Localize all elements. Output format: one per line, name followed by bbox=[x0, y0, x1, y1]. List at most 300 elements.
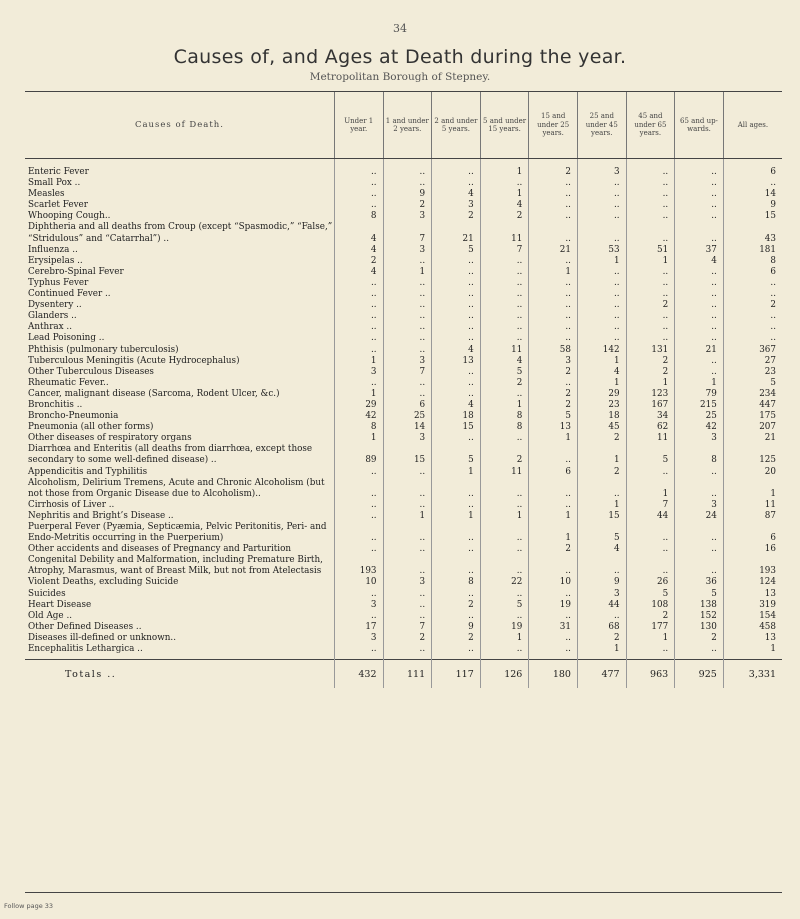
value-cell: 15 bbox=[383, 444, 432, 466]
value-cell: .. bbox=[577, 289, 626, 300]
value-cell: 44 bbox=[626, 511, 675, 522]
table-row bbox=[25, 189, 782, 200]
table-row bbox=[25, 245, 782, 256]
value-cell: .. bbox=[383, 644, 432, 655]
value-cell: .. bbox=[626, 322, 675, 333]
value-cell: 3 bbox=[334, 367, 383, 378]
cause-cell: Alcoholism, Delirium Tremens, Acute and Chronic Alcoholism (but not those from Organic Disease due to Alcoholism).. bbox=[28, 477, 325, 499]
value-cell: 1 bbox=[383, 267, 432, 278]
value-cell: .. bbox=[675, 289, 724, 300]
value-cell: 34 bbox=[626, 411, 675, 422]
value-cell: 5 bbox=[723, 378, 782, 389]
totals-value-cell: 126 bbox=[480, 660, 529, 689]
table-row bbox=[25, 622, 782, 633]
value-cell: 1 bbox=[675, 378, 724, 389]
value-cell: 21 bbox=[675, 345, 724, 356]
value-cell: 5 bbox=[626, 444, 675, 466]
column-header: 1 and under 2 years. bbox=[383, 92, 432, 159]
value-cell: 1 bbox=[723, 644, 782, 655]
value-cell: .. bbox=[334, 278, 383, 289]
value-cell: 3 bbox=[334, 633, 383, 644]
value-cell: 2 bbox=[383, 633, 432, 644]
value-cell: 1 bbox=[577, 256, 626, 267]
value-cell: .. bbox=[577, 478, 626, 500]
table-row bbox=[25, 444, 782, 466]
value-cell: 5 bbox=[480, 367, 529, 378]
value-cell: 42 bbox=[334, 411, 383, 422]
value-cell: .. bbox=[626, 555, 675, 577]
value-cell: .. bbox=[577, 611, 626, 622]
table-row bbox=[25, 322, 782, 333]
value-cell: 2 bbox=[577, 467, 626, 478]
value-cell: .. bbox=[529, 278, 578, 289]
value-cell: .. bbox=[480, 433, 529, 444]
value-cell: 6 bbox=[723, 159, 782, 179]
value-cell: .. bbox=[432, 256, 481, 267]
value-cell: 2 bbox=[529, 159, 578, 179]
value-cell: 4 bbox=[480, 200, 529, 211]
value-cell: 142 bbox=[577, 345, 626, 356]
value-cell: .. bbox=[383, 389, 432, 400]
cause-cell: Broncho-Pneumonia bbox=[28, 411, 119, 422]
cause-cell: Whooping Cough.. bbox=[28, 211, 111, 222]
value-cell: 11 bbox=[723, 500, 782, 511]
value-cell: .. bbox=[626, 222, 675, 244]
value-cell: .. bbox=[675, 159, 724, 179]
value-cell: .. bbox=[334, 511, 383, 522]
table-row bbox=[25, 159, 782, 179]
value-cell: 8 bbox=[723, 256, 782, 267]
value-cell: .. bbox=[383, 600, 432, 611]
table-row bbox=[25, 544, 782, 555]
totals-value-cell: 432 bbox=[334, 660, 383, 689]
value-cell: .. bbox=[383, 333, 432, 344]
value-cell: 4 bbox=[432, 345, 481, 356]
value-cell: .. bbox=[675, 311, 724, 322]
value-cell: .. bbox=[626, 644, 675, 655]
table-row bbox=[25, 600, 782, 611]
value-cell: 9 bbox=[577, 577, 626, 588]
value-cell: 6 bbox=[723, 267, 782, 278]
table-body bbox=[25, 159, 782, 689]
value-cell: 2 bbox=[577, 633, 626, 644]
value-cell: .. bbox=[723, 289, 782, 300]
cause-cell: Anthrax .. bbox=[28, 322, 73, 333]
value-cell: 2 bbox=[626, 611, 675, 622]
value-cell: .. bbox=[334, 311, 383, 322]
value-cell: .. bbox=[383, 611, 432, 622]
cause-cell: Typhus Fever bbox=[28, 277, 89, 288]
value-cell: 2 bbox=[432, 633, 481, 644]
value-cell: 152 bbox=[675, 611, 724, 622]
value-cell: 1 bbox=[432, 511, 481, 522]
cause-cell: Cancer, malignant disease (Sarcoma, Rodent Ulcer, &c.) bbox=[28, 388, 280, 399]
value-cell: 15 bbox=[723, 211, 782, 222]
value-cell: .. bbox=[334, 333, 383, 344]
value-cell: 124 bbox=[723, 577, 782, 588]
value-cell: 8 bbox=[480, 411, 529, 422]
cause-cell: Glanders .. bbox=[28, 311, 77, 322]
value-cell: .. bbox=[480, 611, 529, 622]
value-cell: 3 bbox=[383, 433, 432, 444]
footer-note: Follow page 33 bbox=[4, 902, 54, 910]
value-cell: .. bbox=[675, 178, 724, 189]
cause-cell: Influenza .. bbox=[28, 244, 78, 255]
cause-cell: Cerebro-Spinal Fever bbox=[28, 266, 124, 277]
value-cell: .. bbox=[675, 189, 724, 200]
totals-label: Totals .. bbox=[25, 660, 334, 689]
value-cell: 1 bbox=[626, 478, 675, 500]
value-cell: .. bbox=[529, 289, 578, 300]
value-cell: .. bbox=[529, 555, 578, 577]
value-cell: 9 bbox=[383, 189, 432, 200]
value-cell: 123 bbox=[626, 389, 675, 400]
value-cell: .. bbox=[334, 345, 383, 356]
value-cell: 2 bbox=[383, 200, 432, 211]
value-cell: 5 bbox=[577, 522, 626, 544]
value-cell: .. bbox=[626, 267, 675, 278]
value-cell: .. bbox=[432, 433, 481, 444]
mortality-table bbox=[25, 92, 782, 688]
value-cell: .. bbox=[626, 544, 675, 555]
value-cell: 138 bbox=[675, 600, 724, 611]
cause-cell: Suicides bbox=[28, 588, 66, 599]
value-cell: 11 bbox=[626, 433, 675, 444]
value-cell: .. bbox=[383, 500, 432, 511]
value-cell: .. bbox=[383, 378, 432, 389]
value-cell: .. bbox=[383, 311, 432, 322]
value-cell: 2 bbox=[432, 600, 481, 611]
value-cell: 2 bbox=[723, 300, 782, 311]
value-cell: .. bbox=[577, 278, 626, 289]
value-cell: .. bbox=[529, 444, 578, 466]
value-cell: .. bbox=[577, 300, 626, 311]
value-cell: 1 bbox=[529, 522, 578, 544]
value-cell: .. bbox=[432, 311, 481, 322]
table-row bbox=[25, 356, 782, 367]
value-cell: .. bbox=[334, 467, 383, 478]
value-cell: .. bbox=[334, 200, 383, 211]
value-cell: .. bbox=[723, 278, 782, 289]
cause-cell: Bronchitis .. bbox=[28, 399, 83, 410]
value-cell: 42 bbox=[675, 422, 724, 433]
value-cell: .. bbox=[577, 189, 626, 200]
value-cell: 131 bbox=[626, 345, 675, 356]
value-cell: .. bbox=[432, 367, 481, 378]
value-cell: 319 bbox=[723, 600, 782, 611]
value-cell: 14 bbox=[383, 422, 432, 433]
value-cell: .. bbox=[675, 222, 724, 244]
value-cell: 8 bbox=[432, 577, 481, 588]
value-cell: .. bbox=[529, 478, 578, 500]
value-cell: 16 bbox=[723, 544, 782, 555]
value-cell: 6 bbox=[723, 522, 782, 544]
column-header: 15 and under 25 years. bbox=[529, 92, 578, 159]
value-cell: .. bbox=[432, 178, 481, 189]
value-cell: .. bbox=[334, 644, 383, 655]
table-row bbox=[25, 389, 782, 400]
value-cell: 3 bbox=[529, 356, 578, 367]
value-cell: .. bbox=[383, 178, 432, 189]
value-cell: 125 bbox=[723, 444, 782, 466]
value-cell: 18 bbox=[577, 411, 626, 422]
value-cell: .. bbox=[383, 345, 432, 356]
value-cell: .. bbox=[529, 300, 578, 311]
table-row bbox=[25, 400, 782, 411]
value-cell: .. bbox=[675, 333, 724, 344]
table-row bbox=[25, 511, 782, 522]
table-row bbox=[25, 367, 782, 378]
value-cell: .. bbox=[529, 200, 578, 211]
table-row bbox=[25, 345, 782, 356]
column-header: 45 and under 65 years. bbox=[626, 92, 675, 159]
value-cell: .. bbox=[529, 633, 578, 644]
value-cell: 7 bbox=[383, 622, 432, 633]
value-cell: 5 bbox=[432, 245, 481, 256]
value-cell: .. bbox=[432, 589, 481, 600]
value-cell: 1 bbox=[529, 511, 578, 522]
value-cell: .. bbox=[432, 267, 481, 278]
value-cell: 17 bbox=[334, 622, 383, 633]
value-cell: 3 bbox=[383, 211, 432, 222]
value-cell: .. bbox=[480, 544, 529, 555]
table-row bbox=[25, 178, 782, 189]
cause-cell: Cirrhosis of Liver .. bbox=[28, 499, 115, 510]
value-cell: .. bbox=[383, 555, 432, 577]
value-cell: .. bbox=[626, 467, 675, 478]
value-cell: 4 bbox=[577, 367, 626, 378]
value-cell: .. bbox=[334, 478, 383, 500]
value-cell: 193 bbox=[334, 555, 383, 577]
table-row bbox=[25, 278, 782, 289]
table-row bbox=[25, 522, 782, 544]
cause-cell: Other accidents and diseases of Pregnancy and Parturition bbox=[28, 544, 292, 555]
value-cell: 15 bbox=[577, 511, 626, 522]
value-cell: 9 bbox=[432, 622, 481, 633]
cause-cell: Encephalitis Lethargica .. bbox=[28, 644, 143, 655]
value-cell: 15 bbox=[432, 422, 481, 433]
value-cell: .. bbox=[334, 522, 383, 544]
cause-cell: Other diseases of respiratory organs bbox=[28, 433, 192, 444]
value-cell: .. bbox=[675, 467, 724, 478]
value-cell: 6 bbox=[529, 467, 578, 478]
value-cell: 3 bbox=[577, 589, 626, 600]
column-header: 5 and under 15 years. bbox=[480, 92, 529, 159]
value-cell: .. bbox=[383, 589, 432, 600]
value-cell: 5 bbox=[480, 600, 529, 611]
value-cell: .. bbox=[383, 522, 432, 544]
cause-cell: Diseases ill-defined or unknown.. bbox=[28, 632, 176, 643]
value-cell: 5 bbox=[529, 411, 578, 422]
value-cell: 2 bbox=[626, 356, 675, 367]
value-cell: .. bbox=[675, 367, 724, 378]
value-cell: .. bbox=[334, 544, 383, 555]
value-cell: 13 bbox=[723, 633, 782, 644]
value-cell: .. bbox=[383, 159, 432, 179]
value-cell: .. bbox=[723, 311, 782, 322]
value-cell: 2 bbox=[334, 256, 383, 267]
value-cell: .. bbox=[432, 159, 481, 179]
value-cell: 29 bbox=[334, 400, 383, 411]
totals-value-cell: 111 bbox=[383, 660, 432, 689]
value-cell: .. bbox=[626, 211, 675, 222]
table-row bbox=[25, 633, 782, 644]
value-cell: .. bbox=[383, 256, 432, 267]
value-cell: 3 bbox=[383, 356, 432, 367]
value-cell: .. bbox=[383, 289, 432, 300]
value-cell: 44 bbox=[577, 600, 626, 611]
table-row bbox=[25, 589, 782, 600]
value-cell: .. bbox=[432, 500, 481, 511]
value-cell: .. bbox=[334, 159, 383, 179]
value-cell: 14 bbox=[723, 189, 782, 200]
value-cell: .. bbox=[529, 644, 578, 655]
value-cell: 3 bbox=[675, 433, 724, 444]
value-cell: .. bbox=[675, 522, 724, 544]
page-subtitle: Metropolitan Borough of Stepney. bbox=[309, 71, 491, 83]
value-cell: 1 bbox=[577, 378, 626, 389]
cause-cell: Other Defined Diseases .. bbox=[28, 621, 142, 632]
value-cell: 45 bbox=[577, 422, 626, 433]
column-header: 25 and under 45 years. bbox=[577, 92, 626, 159]
cause-cell: Small Pox .. bbox=[28, 178, 81, 189]
value-cell: .. bbox=[480, 500, 529, 511]
cause-cell: Violent Deaths, excluding Suicide bbox=[28, 577, 179, 588]
value-cell: 2 bbox=[432, 211, 481, 222]
value-cell: 7 bbox=[626, 500, 675, 511]
value-cell: .. bbox=[480, 267, 529, 278]
value-cell: .. bbox=[577, 322, 626, 333]
value-cell: 7 bbox=[383, 222, 432, 244]
value-cell: .. bbox=[675, 278, 724, 289]
cause-cell: Diphtheria and all deaths from Croup (except “Spasmodic,” “False,” “Stridulous” and “Catarrhal”) .. bbox=[28, 222, 333, 244]
value-cell: .. bbox=[577, 211, 626, 222]
value-cell: .. bbox=[334, 178, 383, 189]
value-cell: .. bbox=[529, 311, 578, 322]
value-cell: .. bbox=[383, 478, 432, 500]
value-cell: 29 bbox=[577, 389, 626, 400]
value-cell: .. bbox=[529, 189, 578, 200]
column-header: 2 and under 5 years. bbox=[432, 92, 481, 159]
value-cell: 1 bbox=[334, 389, 383, 400]
value-cell: .. bbox=[480, 522, 529, 544]
totals-value-cell: 477 bbox=[577, 660, 626, 689]
table-row bbox=[25, 289, 782, 300]
table-row bbox=[25, 211, 782, 222]
value-cell: .. bbox=[529, 500, 578, 511]
value-cell: .. bbox=[626, 159, 675, 179]
value-cell: .. bbox=[432, 322, 481, 333]
value-cell: 11 bbox=[480, 222, 529, 244]
cause-cell: Tuberculous Meningitis (Acute Hydrocephalus) bbox=[28, 355, 240, 366]
value-cell: 51 bbox=[626, 245, 675, 256]
value-cell: 1 bbox=[577, 644, 626, 655]
value-cell: .. bbox=[480, 389, 529, 400]
value-cell: 167 bbox=[626, 400, 675, 411]
value-cell: .. bbox=[432, 378, 481, 389]
value-cell: .. bbox=[432, 522, 481, 544]
cause-cell: Phthisis (pulmonary tuberculosis) bbox=[28, 344, 179, 355]
table-row bbox=[25, 200, 782, 211]
value-cell: 2 bbox=[480, 211, 529, 222]
value-cell: 68 bbox=[577, 622, 626, 633]
value-cell: 9 bbox=[723, 200, 782, 211]
value-cell: .. bbox=[626, 522, 675, 544]
value-cell: 177 bbox=[626, 622, 675, 633]
cause-cell: Rheumatic Fever.. bbox=[28, 377, 109, 388]
value-cell: .. bbox=[577, 222, 626, 244]
value-cell: .. bbox=[626, 311, 675, 322]
value-cell: 458 bbox=[723, 622, 782, 633]
value-cell: 2 bbox=[529, 400, 578, 411]
value-cell: 25 bbox=[383, 411, 432, 422]
table-row bbox=[25, 433, 782, 444]
value-cell: 19 bbox=[480, 622, 529, 633]
value-cell: .. bbox=[529, 378, 578, 389]
table-row bbox=[25, 467, 782, 478]
value-cell: .. bbox=[480, 333, 529, 344]
value-cell: .. bbox=[626, 278, 675, 289]
value-cell: 1 bbox=[577, 500, 626, 511]
value-cell: 367 bbox=[723, 345, 782, 356]
value-cell: 18 bbox=[432, 411, 481, 422]
value-cell: .. bbox=[432, 555, 481, 577]
value-cell: 2 bbox=[626, 367, 675, 378]
value-cell: 10 bbox=[529, 577, 578, 588]
value-cell: .. bbox=[529, 322, 578, 333]
value-cell: 207 bbox=[723, 422, 782, 433]
value-cell: 193 bbox=[723, 555, 782, 577]
value-cell: 10 bbox=[334, 577, 383, 588]
value-cell: .. bbox=[480, 478, 529, 500]
value-cell: 11 bbox=[480, 467, 529, 478]
value-cell: 89 bbox=[334, 444, 383, 466]
value-cell: 1 bbox=[626, 256, 675, 267]
value-cell: 1 bbox=[383, 511, 432, 522]
value-cell: 1 bbox=[334, 356, 383, 367]
value-cell: 3 bbox=[577, 159, 626, 179]
totals-value-cell: 925 bbox=[675, 660, 724, 689]
value-cell: .. bbox=[675, 544, 724, 555]
table-row bbox=[25, 311, 782, 322]
value-cell: .. bbox=[383, 300, 432, 311]
value-cell: 37 bbox=[675, 245, 724, 256]
page-title: Causes of, and Ages at Death during the year. bbox=[173, 46, 627, 68]
value-cell: 8 bbox=[675, 444, 724, 466]
table-row bbox=[25, 577, 782, 588]
value-cell: .. bbox=[432, 333, 481, 344]
table-row bbox=[25, 611, 782, 622]
value-cell: .. bbox=[480, 178, 529, 189]
value-cell: .. bbox=[675, 644, 724, 655]
value-cell: .. bbox=[675, 300, 724, 311]
value-cell: 1 bbox=[480, 633, 529, 644]
value-cell: .. bbox=[723, 178, 782, 189]
value-cell: 4 bbox=[432, 189, 481, 200]
value-cell: .. bbox=[432, 389, 481, 400]
value-cell: .. bbox=[577, 200, 626, 211]
value-cell: .. bbox=[626, 333, 675, 344]
value-cell: 62 bbox=[626, 422, 675, 433]
value-cell: 1 bbox=[334, 433, 383, 444]
table-row bbox=[25, 411, 782, 422]
value-cell: .. bbox=[675, 322, 724, 333]
value-cell: .. bbox=[383, 467, 432, 478]
value-cell: .. bbox=[529, 256, 578, 267]
value-cell: .. bbox=[432, 278, 481, 289]
value-cell: 3 bbox=[432, 200, 481, 211]
value-cell: .. bbox=[480, 644, 529, 655]
